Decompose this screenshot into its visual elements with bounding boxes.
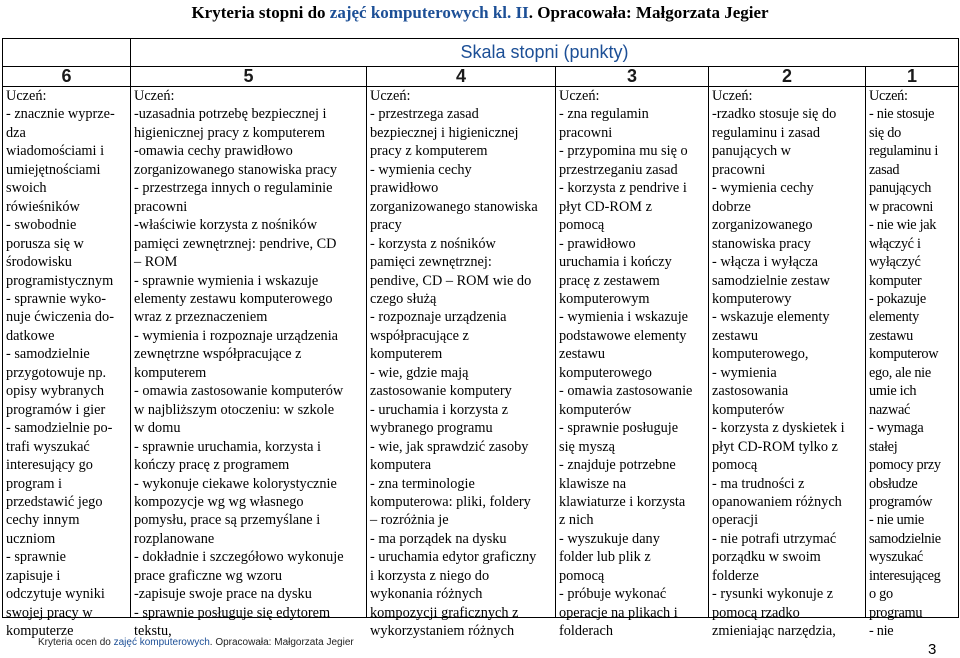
title-text-accent: zajęć komputerowych kl. II <box>329 3 529 22</box>
document-title <box>0 2 960 24</box>
title-text-2: . Opracowała: Małgorzata Jegier <box>528 3 769 22</box>
grade-1-header: 1 <box>866 67 959 87</box>
grade-5-criteria: Uczeń: -uzasadnia potrzebę bezpiecznej i higienicznej pracy z komputerem -omawia cechy prawidłowo zorganizowanego stanowiska pracy - przestrzega innych o regulaminie pracowni -właściwie korzysta z nośników pamięci zewnętrznej: pendrive, CD – ROM - sprawnie wymienia i wskazuje elementy zestawu komputerowego wraz z przeznaczeniem - wymienia i rozpoznaje urządzenia zewnętrzne współpracujące z komputerem - omawia zastosowanie komputerów w najbliższym otoczeniu: w szkole w domu - sprawnie uruchamia, korzysta i kończy pracę z programem - wykonuje ciekawe kolorystycznie kompozycje wg wg własnego pomysłu, prace są przemyślane i rozplanowane - dokładnie i szczegółowo wykonuje prace graficzne wg wzoru -zapisuje swoje prace na dysku - sprawnie posługuje się edytorem tekstu, <box>134 88 344 640</box>
grade-2-header: 2 <box>709 67 866 87</box>
scale-title: Skala stopni (punkty) <box>131 39 959 67</box>
grade-4-criteria: Uczeń: - przestrzega zasad bezpiecznej i higienicznej pracy z komputerem - wymienia cechy prawidłowo zorganizowanego stanowiska pracy - korzysta z nośników pamięci zewnętrznej: pendive, CD – ROM wie do czego służą - rozpoznaje urządzenia współpracujące z komputerem - wie, gdzie mają zastosowanie komputery - uruchamia i korzysta z wybranego programu - wie, jak sprawdzić zasoby komputera - zna terminologie komputerowa: pliki, foldery – rozróżnia je - ma porządek na dysku - uruchamia edytor graficzny i korzysta z niego do wykonania różnych kompozycji graficznych z wykorzystaniem różnych <box>370 88 538 640</box>
grade-4-header: 4 <box>367 67 556 87</box>
grading-table <box>2 38 959 640</box>
footer-text-accent: zajęć komputerowych <box>113 637 210 648</box>
grade-6-criteria: Uczeń: - znacznie wyprze- dza wiadomościami i umiejętnościami swoich rówieśników - swobodnie porusza się w środowisku programistycznym - sprawnie wyko- nuje ćwiczenia do- datkowe - samodzielnie przygotowuje np. opisy wybranych programów i gier - samodzielnie po- trafi wyszukać interesujący go program i przedstawić jego cechy innym uczniom - sprawnie zapisuje i odczytuje wyniki swojej pracy w komputerze <box>6 88 115 640</box>
page-number: 3 <box>928 641 937 658</box>
footer-text-2: . Opracowała: Małgorzata Jegier <box>209 637 354 648</box>
grade-5-header: 5 <box>131 67 367 87</box>
title-text-1: Kryteria stopni do <box>191 3 330 22</box>
grade-2-criteria: Uczeń: -rzadko stosuje się do regulaminu i zasad panujących w pracowni - wymienia cechy dobrze zorganizowanego stanowiska pracy - włącza i wyłącza samodzielnie zestaw komputerowy - wskazuje elementy zestawu komputerowego, - wymienia zastosowania komputerów - korzysta z dyskietek i płyt CD-ROM tylko z pomocą - ma trudności z opanowaniem różnych operacji - nie potrafi utrzymać porządku w swoim folderze - rysunki wykonuje z pomocą rzadko zmieniając narzędzia, <box>712 88 845 640</box>
footer-text-1: Kryteria ocen do <box>38 637 114 648</box>
grade-6-header: 6 <box>3 67 131 87</box>
footer-note <box>38 637 354 648</box>
grade-3-criteria: Uczeń: - zna regulamin pracowni - przypomina mu się o przestrzeganiu zasad - korzysta z pendrive i płyt CD-ROM z pomocą - prawidłowo uruchamia i kończy pracę z zestawem komputerowym - wymienia i wskazuje podstawowe elementy zestawu komputerowego - omawia zastosowanie komputerów - sprawnie posługuje się myszą - znajduje potrzebne klawisze na klawiaturze i korzysta z nich - wyszukuje dany folder lub plik z pomocą - próbuje wykonać operacje na plikach i folderach <box>559 88 693 640</box>
grade-3-header: 3 <box>556 67 709 87</box>
grade-1-criteria: Uczeń: - nie stosuje się do regulaminu i zasad panujących w pracowni - nie wie jak włączyć i wyłączyć komputer - pokazuje elementy zestawu komputerow ego, ale nie umie ich nazwać - wymaga stałej pomocy przy obsłudze programów - nie umie samodzielnie wyszukać interesująceg o go programu - nie <box>869 88 941 640</box>
